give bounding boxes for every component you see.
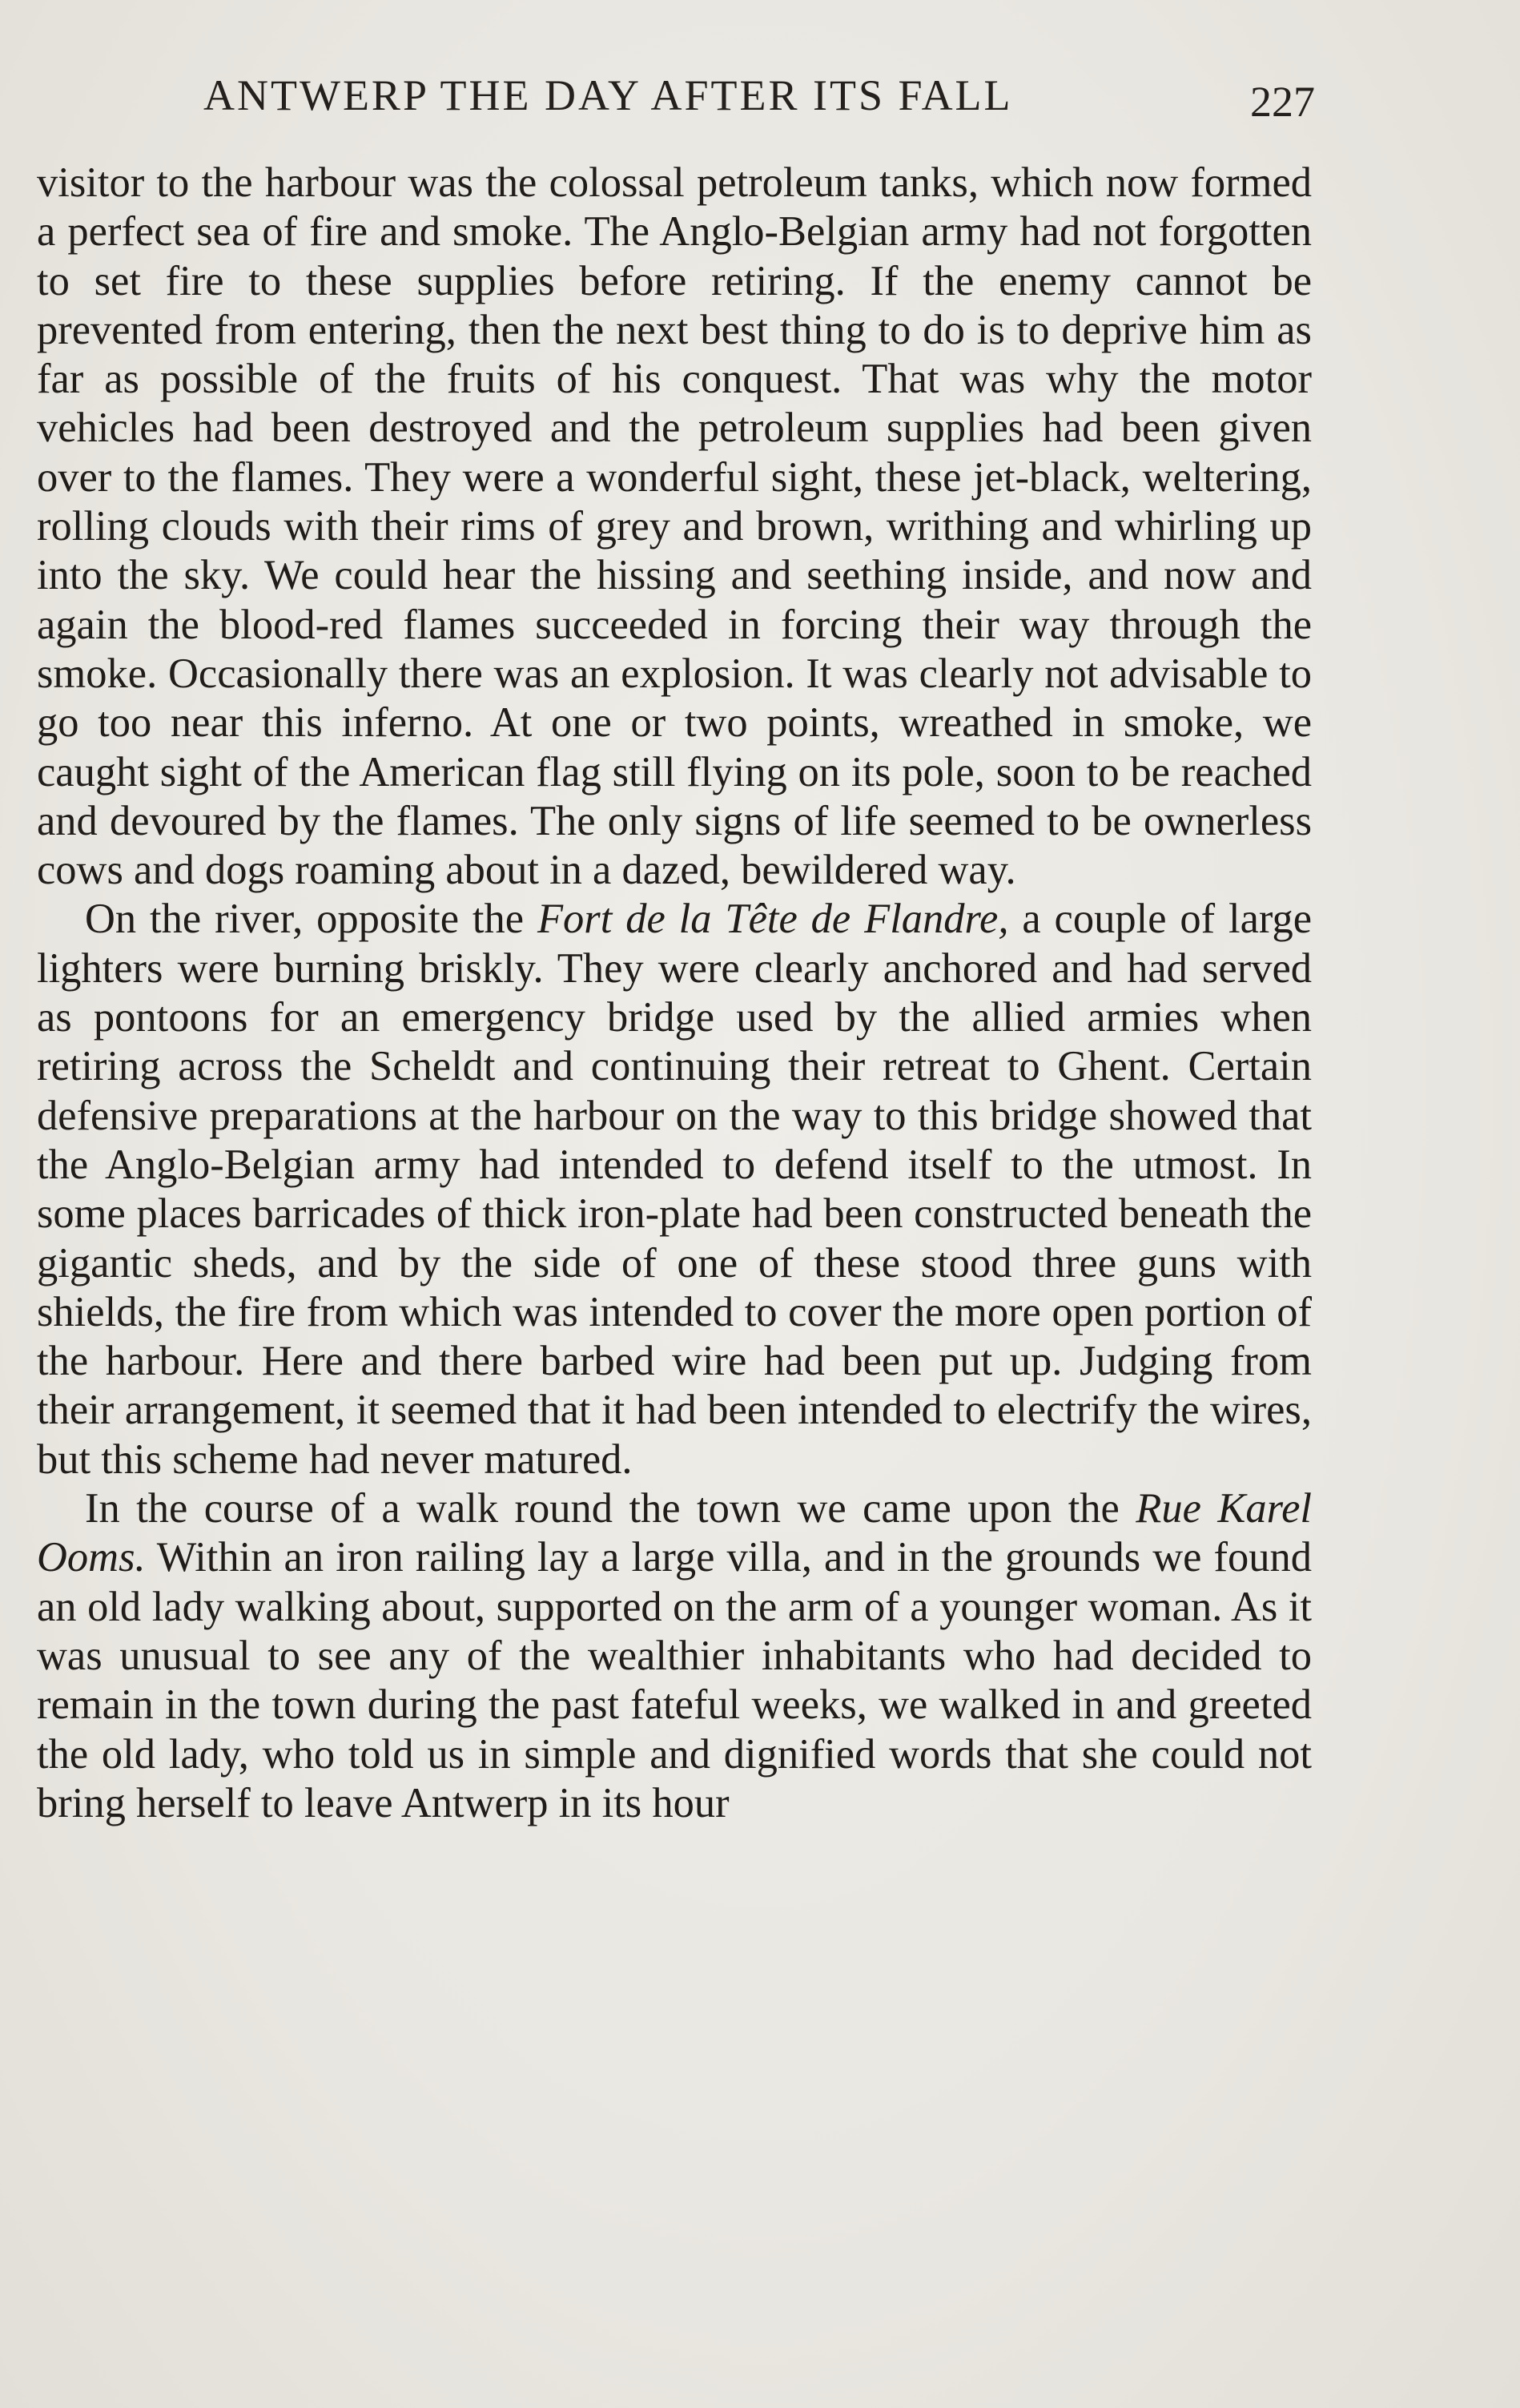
paragraph-3-text-b: Within an iron railing lay a large villa, and in the grounds we found an old lady walking about, supported on the arm of a younger woman. As it was unusual to see any of the wealthier inhabitants who had decided to remain in the town during the past fateful weeks, we walked in and greeted the old lady, who told us in simple and dignified words that she could not bring herself to leave Antwerp in its hour [37, 1534, 1312, 1826]
paragraph-2-text-a: On the river, opposite the [85, 896, 537, 943]
running-head: ANTWERP THE DAY AFTER ITS FALL [203, 71, 1013, 119]
page-number: 227 [1250, 78, 1315, 126]
paragraph-3 [37, 1484, 1312, 1828]
paragraph-2-text-b: a couple of large lighters were burning briskly. They were clearly anchored and had served as pontoons for an emergency bridge used by the allied armies when retiring across the Scheldt and continuing their retreat to Ghent. Certain defensive preparations at the harbour on the way to this bridge showed that the Anglo-Belgian army had intended to defend itself to the utmost. In some places barricades of thick iron-plate had been constructed beneath the gigantic sheds, and by the side of one of these stood three guns with shields, the fire from which was intended to cover the more open portion of the harbour. Here and there barbed wire had been put up. Judging from their arrangement, it seemed that it had been intended to electrify the wires, but this scheme had never matured. [37, 896, 1312, 1483]
paragraph-3-text-a: In the course of a walk round the town we came upon the [85, 1485, 1136, 1532]
paragraph-1-text: visitor to the harbour was the colossal petroleum tanks, which now formed a perfect sea of fire and smoke. The Anglo-Belgian army had not forgotten to set fire to these supplies before retiring. If the enemy cannot be prevented from entering, then the next best thing to do is to deprive him as far as possible of the fruits of his conquest. That was why the motor vehicles had been destroyed and the petroleum supplies had been given over to the flames. They were a wonderful sight, these jet-black, weltering, rolling clouds with their rims of grey and brown, writhing and whirling up into the sky. We could hear the hissing and seething inside, and now and again the blood-red flames succeeded in forcing their way through the smoke. Occasionally there was an explosion. It was clearly not advisable to go too near this inferno. At one or two points, wreathed in smoke, we caught sight of the American flag still flying on its pole, soon to be reached and devoured by the flames. The only signs of life seemed to be ownerless cows and dogs roaming about in a dazed, bewildered way. [37, 159, 1312, 894]
street-name-italic: Rue Karel Ooms. [37, 1485, 1312, 1581]
body-text [37, 159, 1312, 1828]
paragraph-1 [37, 159, 1312, 895]
page-header [37, 70, 1318, 135]
fort-name-italic: Fort de la Tête de Flandre, [537, 896, 1009, 943]
paragraph-2 [37, 895, 1312, 1484]
